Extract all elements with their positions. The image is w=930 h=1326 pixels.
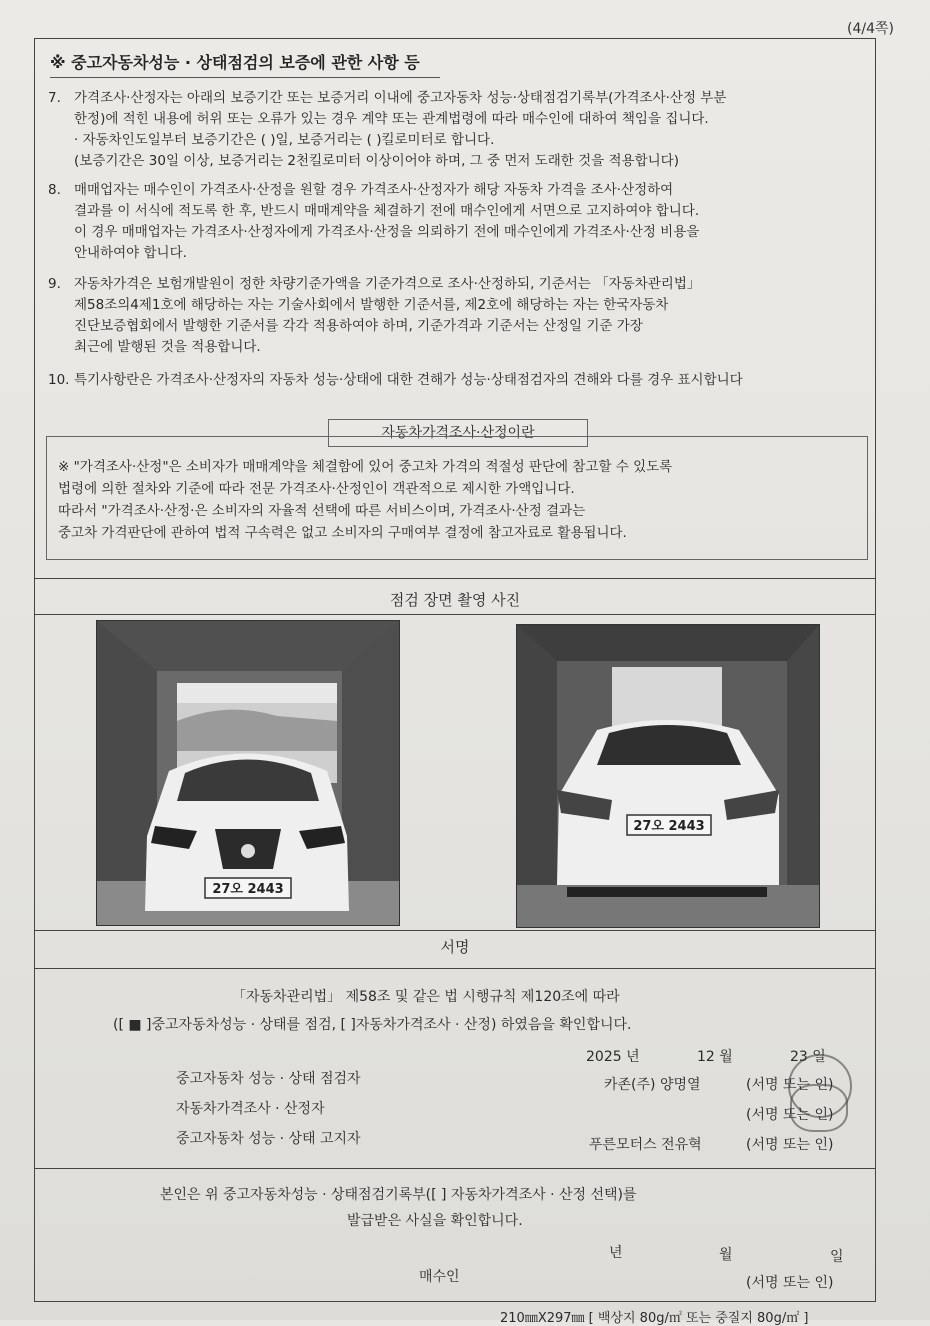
- buyer-day: 일: [830, 1249, 844, 1265]
- front-inspection-photo: [96, 620, 400, 926]
- warranty-item: [48, 274, 868, 358]
- warranty-item: [48, 88, 868, 172]
- item-line: 이 경우 매매업자는 가격조사·산정자에게 가격조사·산정을 의뢰하기 전에 매수인에게 가격조사·산정 비용을: [74, 224, 700, 240]
- price-box-line: 법령에 의한 절차와 기준에 따라 전문 가격조사·산정인이 객관적으로 제시한 가액입니다.: [58, 481, 575, 497]
- appraiser-sign-label: (서명 또는 인): [746, 1107, 834, 1123]
- photos-title: 점검 장면 촬영 사진: [389, 591, 521, 609]
- buyer-sign-label: (서명 또는 인): [746, 1275, 834, 1291]
- rear-plate: 27오 2443: [633, 819, 705, 834]
- warranty-item: [48, 180, 868, 264]
- price-box-line: ※ "가격조사·산정"은 소비자가 매매계약을 체결함에 있어 중고차 가격의 적절성 판단에 참고할 수 있도록: [58, 459, 673, 475]
- price-box-text: [58, 456, 672, 544]
- buyer-line1: 본인은 위 중고자동차성능 · 상태점검기록부([ ] 자동차가격조사 · 산정 선택)를: [160, 1187, 637, 1203]
- item-line: 진단보증협회에서 발행한 기준서를 각각 적용하여야 하며, 기준가격과 기준서는 산정일 기준 가장: [74, 318, 643, 334]
- buyer-month: 월: [719, 1247, 733, 1263]
- item-line: 가격조사·산정자는 아래의 보증기간 또는 보증거리 이내에 중고자동차 성능·상태점검기록부(가격조사·산정 부분: [74, 90, 727, 106]
- buyer-label: 매수인: [419, 1269, 460, 1285]
- warranty-title: ※ 중고자동차성능 · 상태점검의 보증에 관한 사항 등: [50, 50, 440, 78]
- price-box-title: 자동차가격조사·산정이란: [328, 419, 588, 447]
- item-line: 한정)에 적힌 내용에 허위 또는 오류가 있는 경우 계약 또는 관계법령에 따라 매수인에 대하여 책임을 집니다.: [74, 111, 709, 127]
- divider: [34, 930, 876, 931]
- item-line: 결과를 이 서식에 적도록 한 후, 반드시 매매계약을 체결하기 전에 매수인에게 서면으로 고지하여야 합니다.: [74, 203, 700, 219]
- confirm-line: ([ ■ ]중고자동차성능 · 상태를 점검, [ ]자동차가격조사 · 산정) 하였음을 확인합니다.: [113, 1017, 632, 1033]
- appraiser-seal-stamp: [790, 1084, 848, 1132]
- item-line: 최근에 발행된 것을 적용합니다.: [74, 339, 261, 355]
- price-box-line: 따라서 "가격조사·산정·은 소비자의 자율적 선택에 따른 서비스이며, 가격조사·산정 결과는: [58, 503, 586, 519]
- rear-inspection-photo: [516, 624, 820, 928]
- divider: [34, 1168, 876, 1169]
- date-month: 12 월: [697, 1049, 733, 1065]
- front-plate: 27오 2443: [212, 882, 284, 897]
- notifier-sign-label: (서명 또는 인): [746, 1137, 834, 1153]
- role-inspector: 중고자동차 성능 · 상태 점검자: [176, 1071, 361, 1087]
- divider: [34, 578, 876, 579]
- item-line: 특기사항란은 가격조사·산정자의 자동차 성능·상태에 대한 견해가 성능·상태점검자의 견해와 다를 경우 표시합니다: [74, 372, 743, 388]
- item-number: 7.: [48, 90, 61, 106]
- buyer-line2: 발급받은 사실을 확인합니다.: [347, 1213, 523, 1229]
- item-line: 제58조의4제1호에 해당하는 자는 기술사회에서 발행한 기준서를, 제2호에 해당하는 자는 한국자동차: [74, 297, 669, 313]
- inspector-name: 카존(주) 양명열: [604, 1077, 701, 1093]
- role-notifier: 중고자동차 성능 · 상태 고지자: [176, 1131, 361, 1147]
- divider: [34, 968, 876, 969]
- item-line: 매매업자는 매수인이 가격조사·산정을 원할 경우 가격조사·산정자가 해당 자동차 가격을 조사·산정하여: [74, 182, 674, 198]
- price-box-line: 중고차 가격판단에 관하여 법적 구속력은 없고 소비자의 구매여부 결정에 참고자료로 활용됩니다.: [58, 525, 627, 541]
- item-number: 8.: [48, 182, 61, 198]
- signature-title: 서명: [440, 938, 470, 956]
- item-line: 자동차가격은 보험개발원이 정한 차량기준가액을 기준가격으로 조사·산정하되, 기준서는 「자동차관리법」: [74, 276, 701, 292]
- front-car-image: [97, 621, 399, 925]
- date-day: 23 일: [790, 1049, 826, 1065]
- page-number: (4/4쪽): [847, 21, 894, 37]
- item-number: 9.: [48, 276, 61, 292]
- warranty-item: [48, 370, 868, 391]
- divider: [34, 614, 876, 615]
- law-line: 「자동차관리법」 제58조 및 같은 법 시행규칙 제120조에 따라: [232, 989, 620, 1005]
- inspector-sign-label: (서명 또는 인): [746, 1077, 834, 1093]
- buyer-year: 년: [609, 1245, 623, 1261]
- date-year: 2025 년: [586, 1049, 640, 1065]
- rear-car-image: [517, 625, 819, 927]
- item-number: 10.: [48, 372, 70, 388]
- paper-spec-footer: 210㎜X297㎜ [ 백상지 80g/㎡ 또는 중질지 80g/㎡ ]: [500, 1311, 809, 1326]
- item-line: 안내하여야 합니다.: [74, 245, 187, 261]
- item-line: (보증기간은 30일 이상, 보증거리는 2천킬로미터 이상이어야 하며, 그 중 먼저 도래한 것을 적용합니다): [74, 153, 679, 169]
- role-appraiser: 자동차가격조사 · 산정자: [176, 1101, 325, 1117]
- notifier-name: 푸른모터스 전유혁: [589, 1137, 702, 1153]
- item-line: · 자동차인도일부터 보증기간은 ( )일, 보증거리는 ( )킬로미터로 합니다.: [74, 132, 495, 148]
